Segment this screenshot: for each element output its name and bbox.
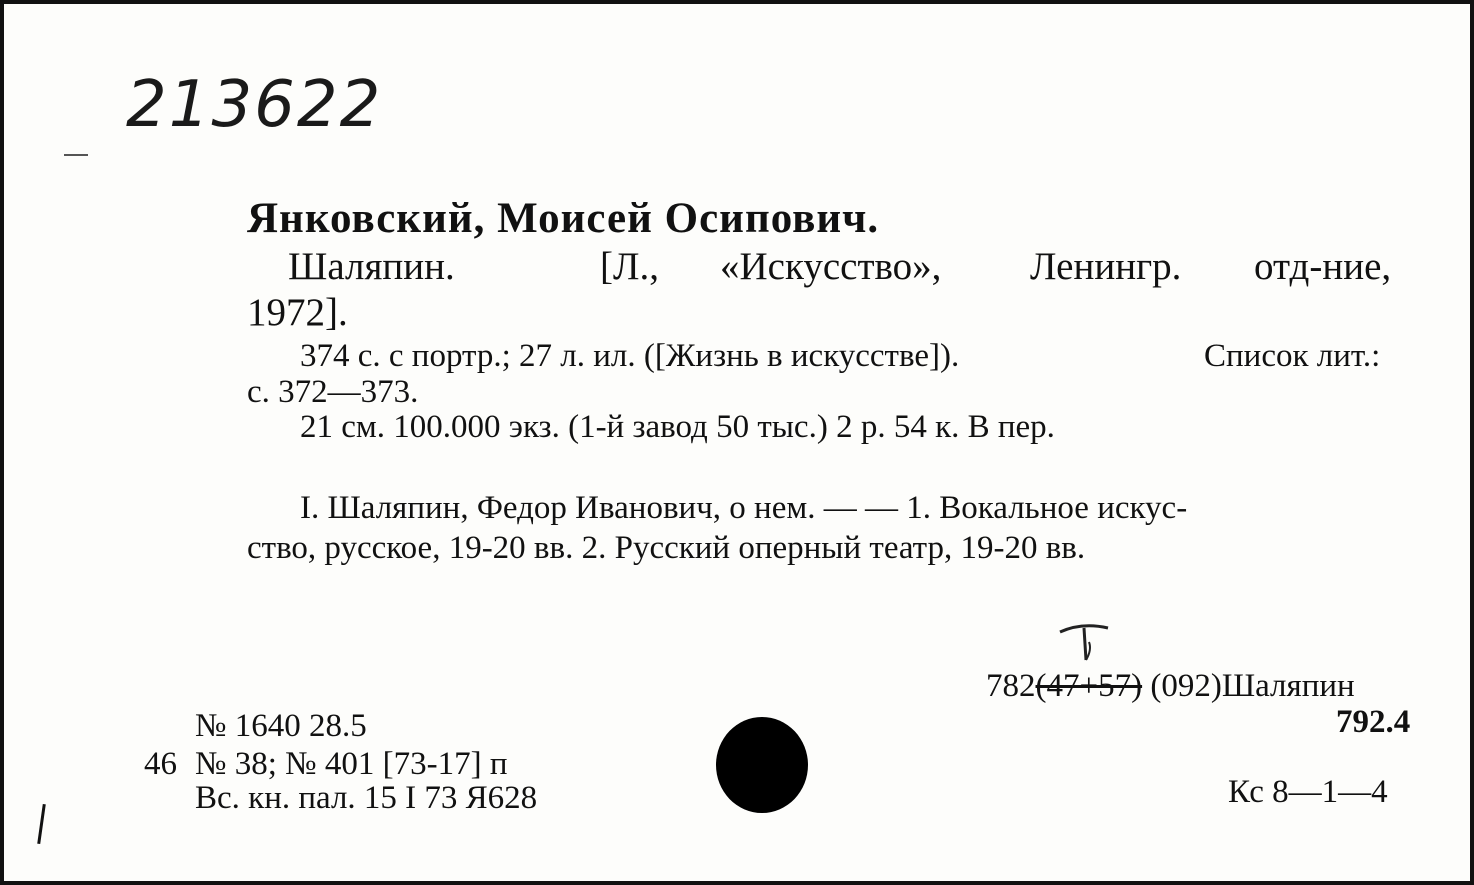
book-title: Шаляпин. — [288, 245, 455, 288]
struck-code: (47+57) — [1035, 668, 1143, 704]
title-line — [288, 244, 455, 289]
margin-tick — [64, 154, 88, 156]
size-edition-line: 21 см. 100.000 экз. (1-й завод 50 тыс.) 2 р. 54 к. В пер. — [300, 409, 1055, 445]
kc-code: Кс 8—1—4 — [1228, 774, 1388, 810]
book-chamber-line: Вс. кн. пал. 15 I 73 Я628 — [195, 780, 538, 816]
subjects-line-continued: ство, русское, 19-20 вв. 2. Русский оперный театр, 19-20 вв. — [247, 530, 1086, 566]
publisher: «Искусство», — [720, 245, 942, 288]
register-prefix: 46 — [144, 746, 177, 782]
punch-hole — [716, 717, 808, 813]
author-heading: Янковский, Моисей Осипович. — [247, 195, 880, 242]
inventory-number: 213622 — [126, 68, 383, 142]
classification-code: 782(47+57) (092)Шаляпин — [986, 668, 1355, 704]
subjects-line: I. Шаляпин, Федор Иванович, о нем. — — 1. Вокальное искус- — [300, 490, 1188, 526]
publisher-city: Ленингр. — [1030, 245, 1182, 288]
register-number: № 1640 28.5 — [195, 708, 367, 744]
margin-mark — [37, 804, 46, 844]
publication-year: 1972]. — [247, 291, 348, 334]
bibliography-note: Список лит.: — [1204, 338, 1381, 374]
bibliography-pages: с. 372—373. — [247, 374, 419, 410]
handwritten-t-mark — [1056, 616, 1116, 666]
publication-place: [Л., — [600, 245, 659, 288]
udc-code: 792.4 — [1336, 704, 1411, 740]
publisher-branch: отд-ние, — [1254, 245, 1392, 288]
collation-line: 374 с. с портр.; 27 л. ил. ([Жизнь в искусстве]). — [300, 338, 960, 374]
register-line: № 38; № 401 [73-17] п — [195, 746, 508, 782]
